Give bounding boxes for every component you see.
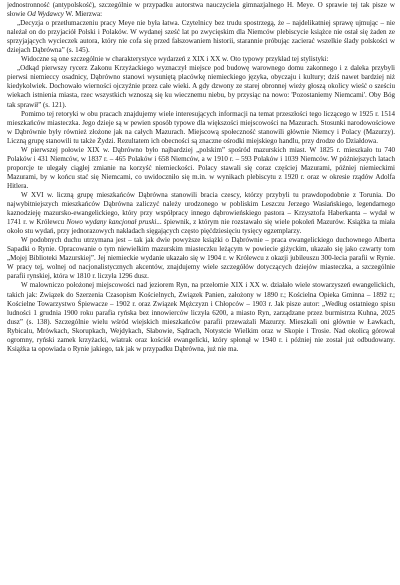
body-paragraph: [7, 110, 395, 146]
body-paragraph: [7, 191, 395, 236]
quoted-paragraph: [7, 19, 395, 55]
document-page: [7, 1, 395, 583]
paragraph-text: W. Mierzwa:: [63, 10, 103, 19]
body-paragraph: [7, 146, 395, 191]
paragraph-text: W podobnych duchu utrzymana jest – tak jak dwie powyższe książki o Dąbrównie – praca ewangelickiego duchownego Alberta Sapadki o Rynie. Opracowanie o tym niewielkim mazurskim miasteczku leżącym w powiecie giżyckim, ukazało się jako czwarty tom „Mojej Biblioteki Mazurskiej”. Jej niemieckie wydanie ukazało się w 1904 r. w Królewcu z okazji jubileuszu 300-lecia parafii w Rynie. W pracy tej, wolnej od nacjonalistycznych akcentów, znajdujemy wiele szczegółów dotyczących dziejów miasteczka, a szczególnie parafii rynskiej, która w 1810 r. liczyła 1296 dusz.: [7, 236, 395, 281]
body-paragraph: [7, 281, 395, 353]
paragraph-text: W XVI w. liczną grupę mieszkańców Dąbrówna stanowili bracia czescy, którzy przybyli tu prawdopodobnie z Torunia. Do najwybitniejszych mieszkańców Dąbrówna zaliczyć należy urodzonego w pobliskim Leszczu Jerzego Wasiańskiego, legendarnego kaznodzieję mazursko-ewangelickiego, który przy współpracy innego dąbrowieńskiego pastora – Krzysztofa Haberkanta – wydał w 1741 r. w Królewcu: [7, 190, 395, 227]
paragraph-text: Pomimo tej retoryki w obu pracach znajdujemy wiele interesujących informacji na temat przeszłości tego liczącego w 1925 r. 1514 mieszkańców miasteczka. Jego dzieje są w pewien sposób typowe dla większości miejscowości na Mazurach. Stosunki narodowościowe w Dąbrównie były również złożone jak na całych Mazurach. Miejscową społeczność stanowili głównie Niemcy i Polacy (Mazurzy). Liczną grupę stanowili tu także Żydzi. Rezultatem ich obecności są znaczne ośrodki miejskiego handlu, przy drodze do Działdowa.: [7, 109, 395, 145]
italic-title-text: Od Wydawcy: [27, 10, 64, 19]
document-body: [7, 1, 395, 354]
paragraph-text: „Decyzja o przetłumaczeniu pracy Meye nie była łatwa. Czytelnicy bez trudu spostrzegą, że – najdelikatniej sprawę ujmując – nie należał on do przyjaciół Polski i Polaków. W wydanej sześć lat po zwycięskim dla Niemców plebiscycie książce nie ostał się żaden ze sprzyjających wycieczek autora, który nie cofa się przed fałszowaniem historii, starannie próbując zacierać wszelkie ślady polskości w dziejach Dąbrówna” (s. 145).: [7, 19, 395, 55]
paragraph-text: ... śpiewnik, z którym nie rozstawało się wiele pokoleń Mazurów. Książka ta miała około stu wydań, przy jednorazowych nakładach sięgających często pięćdziesięciu tysięcy egzemplarzy.: [7, 218, 395, 236]
paragraph-text: W malowniczo położonej miejscowości nad jeziorem Ryn, na przełomie XIX i XX w. działało wiele stowarzyszeń ewangelickich, takich jak: Związek do Szerzenia Czasopism Kościelnych, Związek Panien, założony w 1890 r.; Kościelna Opieka Gminna – 1892 r.; Kościelne Towarzystwo Śpiewacze – 1902 r. oraz Związek Mężczyzn i Chłopców – 1903 r. Jak pisze autor: „Według ostatniego spisu ludności 1 grudnia 1900 roku parafia ryńska bez innowierców liczyła 6200, a miasto Ryn, zarządzane przez burmistrza Kuhna, 2025 dusz” (s. 138). Szczególnie wielu wśród wiejskich mieszkańców parafii przeważali Mazurzy. Mieszkali oni głównie w Ławkach, Rybicalu, Mrówkach, Skorupkach, Wejdykach, Słabowie, Sądrach, Notystcie Wielkim oraz w Skopie i Trosie. Nad okolicą górował ogromny, ryński zamek krzyżacki, wiatrak oraz kościół ewangelicki, który spłonął w 1940 r. i później nie został już odbudowany. Książka ta opowiada o Rynie jakiego, tak jak w przypadku Dąbrówna, już nie ma.: [7, 281, 395, 353]
italic-title-text: Nowo wydany kancjonał pruski: [66, 218, 157, 227]
body-paragraph: [7, 55, 395, 64]
paragraph-text: W pierwszej połowie XIX w. Dąbrówno było najbardziej „polskim” spośród mazurskich miast. W 1825 r. mieszkało tu 740 Polaków i 431 Niemców, w 1837 r. – 465 Polaków i 658 Niemców, a w 1910 r. – 593 Polaków i 1039 Niemców. W późniejszych latach proporcje te ulegały ciągłej zmianie na korzyść niemieckości. Polacy stawali się coraz częściej Mazurami, później niemieckimi Mazurami, by w końcu stać się Niemcami, co uwidoczniło się m.in. w wynikach plebiscytu z 1920 r. oraz w okresie rządów Adolfa Hitlera.: [7, 145, 395, 190]
paragraph-text: Widoczne są one szczególnie w charakterystyce wydarzeń z XIX i XX w. Oto typowy przykład tej stylistyki:: [21, 55, 329, 64]
body-paragraph: [7, 1, 395, 19]
body-paragraph: [7, 236, 395, 281]
paragraph-text: jednostronność (antypolskość), szczególnie w przypadku autorstwa nauczyciela gimnazjalnego H. Meye. O sprawie tej tak pisze w słowie: [7, 1, 395, 19]
paragraph-text: „Odkąd pierwszy rycerz Zakonu Krzyżackiego wyznaczył miejsce pod budowę warownego domu zakonnego i z daleka przybyli pierwsi niemieccy osadnicy, Dąbrówno stanowi wysuniętą placówkę niemieckiego języka, obyczaju i kultury; dziś nawet bardziej niż kiedykolwiek. Dochowało wierności ojczyźnie przez całe wieki. A gdy dzwony ze starej obronnej wieży głoszą okolicy wieść o sześciu wiekach istnienia miasta, rzec wszystkich wznoszą się ku wiecznemu niebu, by przysiąc na nowo: 'Pozostaniemy Niemcami'. Oby Bóg tak sprawił” (s. 121).: [7, 64, 395, 109]
quoted-paragraph: [7, 64, 395, 109]
